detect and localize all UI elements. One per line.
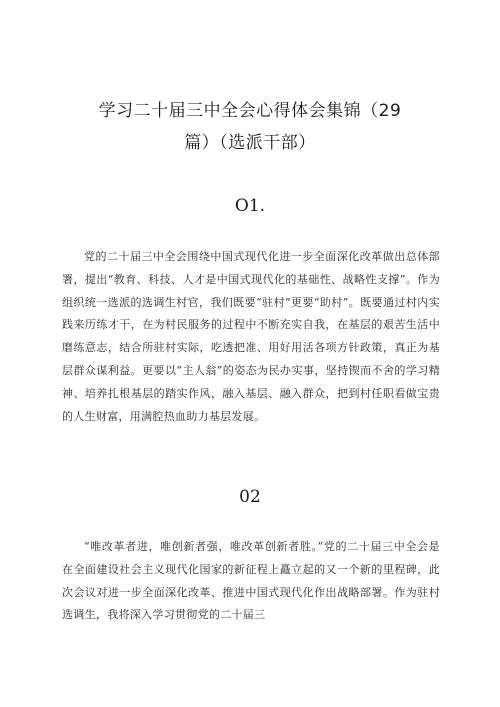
document-title-line-2: 篇）（选派干部） <box>184 133 316 153</box>
section-paragraph-2: “唯改革者进，唯创新者强，唯改革创新者胜。”党的二十届三中全会是在全面建设社会主义现代化国家的新征程上矗立起的又一个新的里程碑，此次会议对进一步全面深化改革、推进中国式现代化作出战略部署。作为驻村选调生，我将深入学习贯彻党的二十届三 <box>62 540 440 622</box>
document-title-line-1: 学习二十届三中全会心得体会集锦（29 <box>98 101 402 121</box>
section-heading-2: 02 <box>239 487 261 507</box>
section-paragraph-1: 党的二十届三中全会围绕中国式现代化进一步全面深化改革做出总体部署，提出“教育、科技、人才是中国式现代化的基础性、战略性支撑”。作为组织统一选派的选调生村官，我们既要“驻村”更要“助村”。既要通过村内实践来历练才干，在为村民服务的过程中不断充实自我，在基层的艰苦生活中磨练意志，结合所驻村实际，吃透把准、用好用活各项方针政策，真正为基层群众谋利益。更要以“主人翁”的姿态为民办实事，坚持锲而不舍的学习精神、培养扎根基层的踏实作风，融入基层、融入群众，把到村任职看做宝贵的人生财富，用满腔热血助力基层发展。 <box>62 250 440 423</box>
section-heading-1: O1. <box>234 196 266 216</box>
document-title <box>40 95 460 159</box>
